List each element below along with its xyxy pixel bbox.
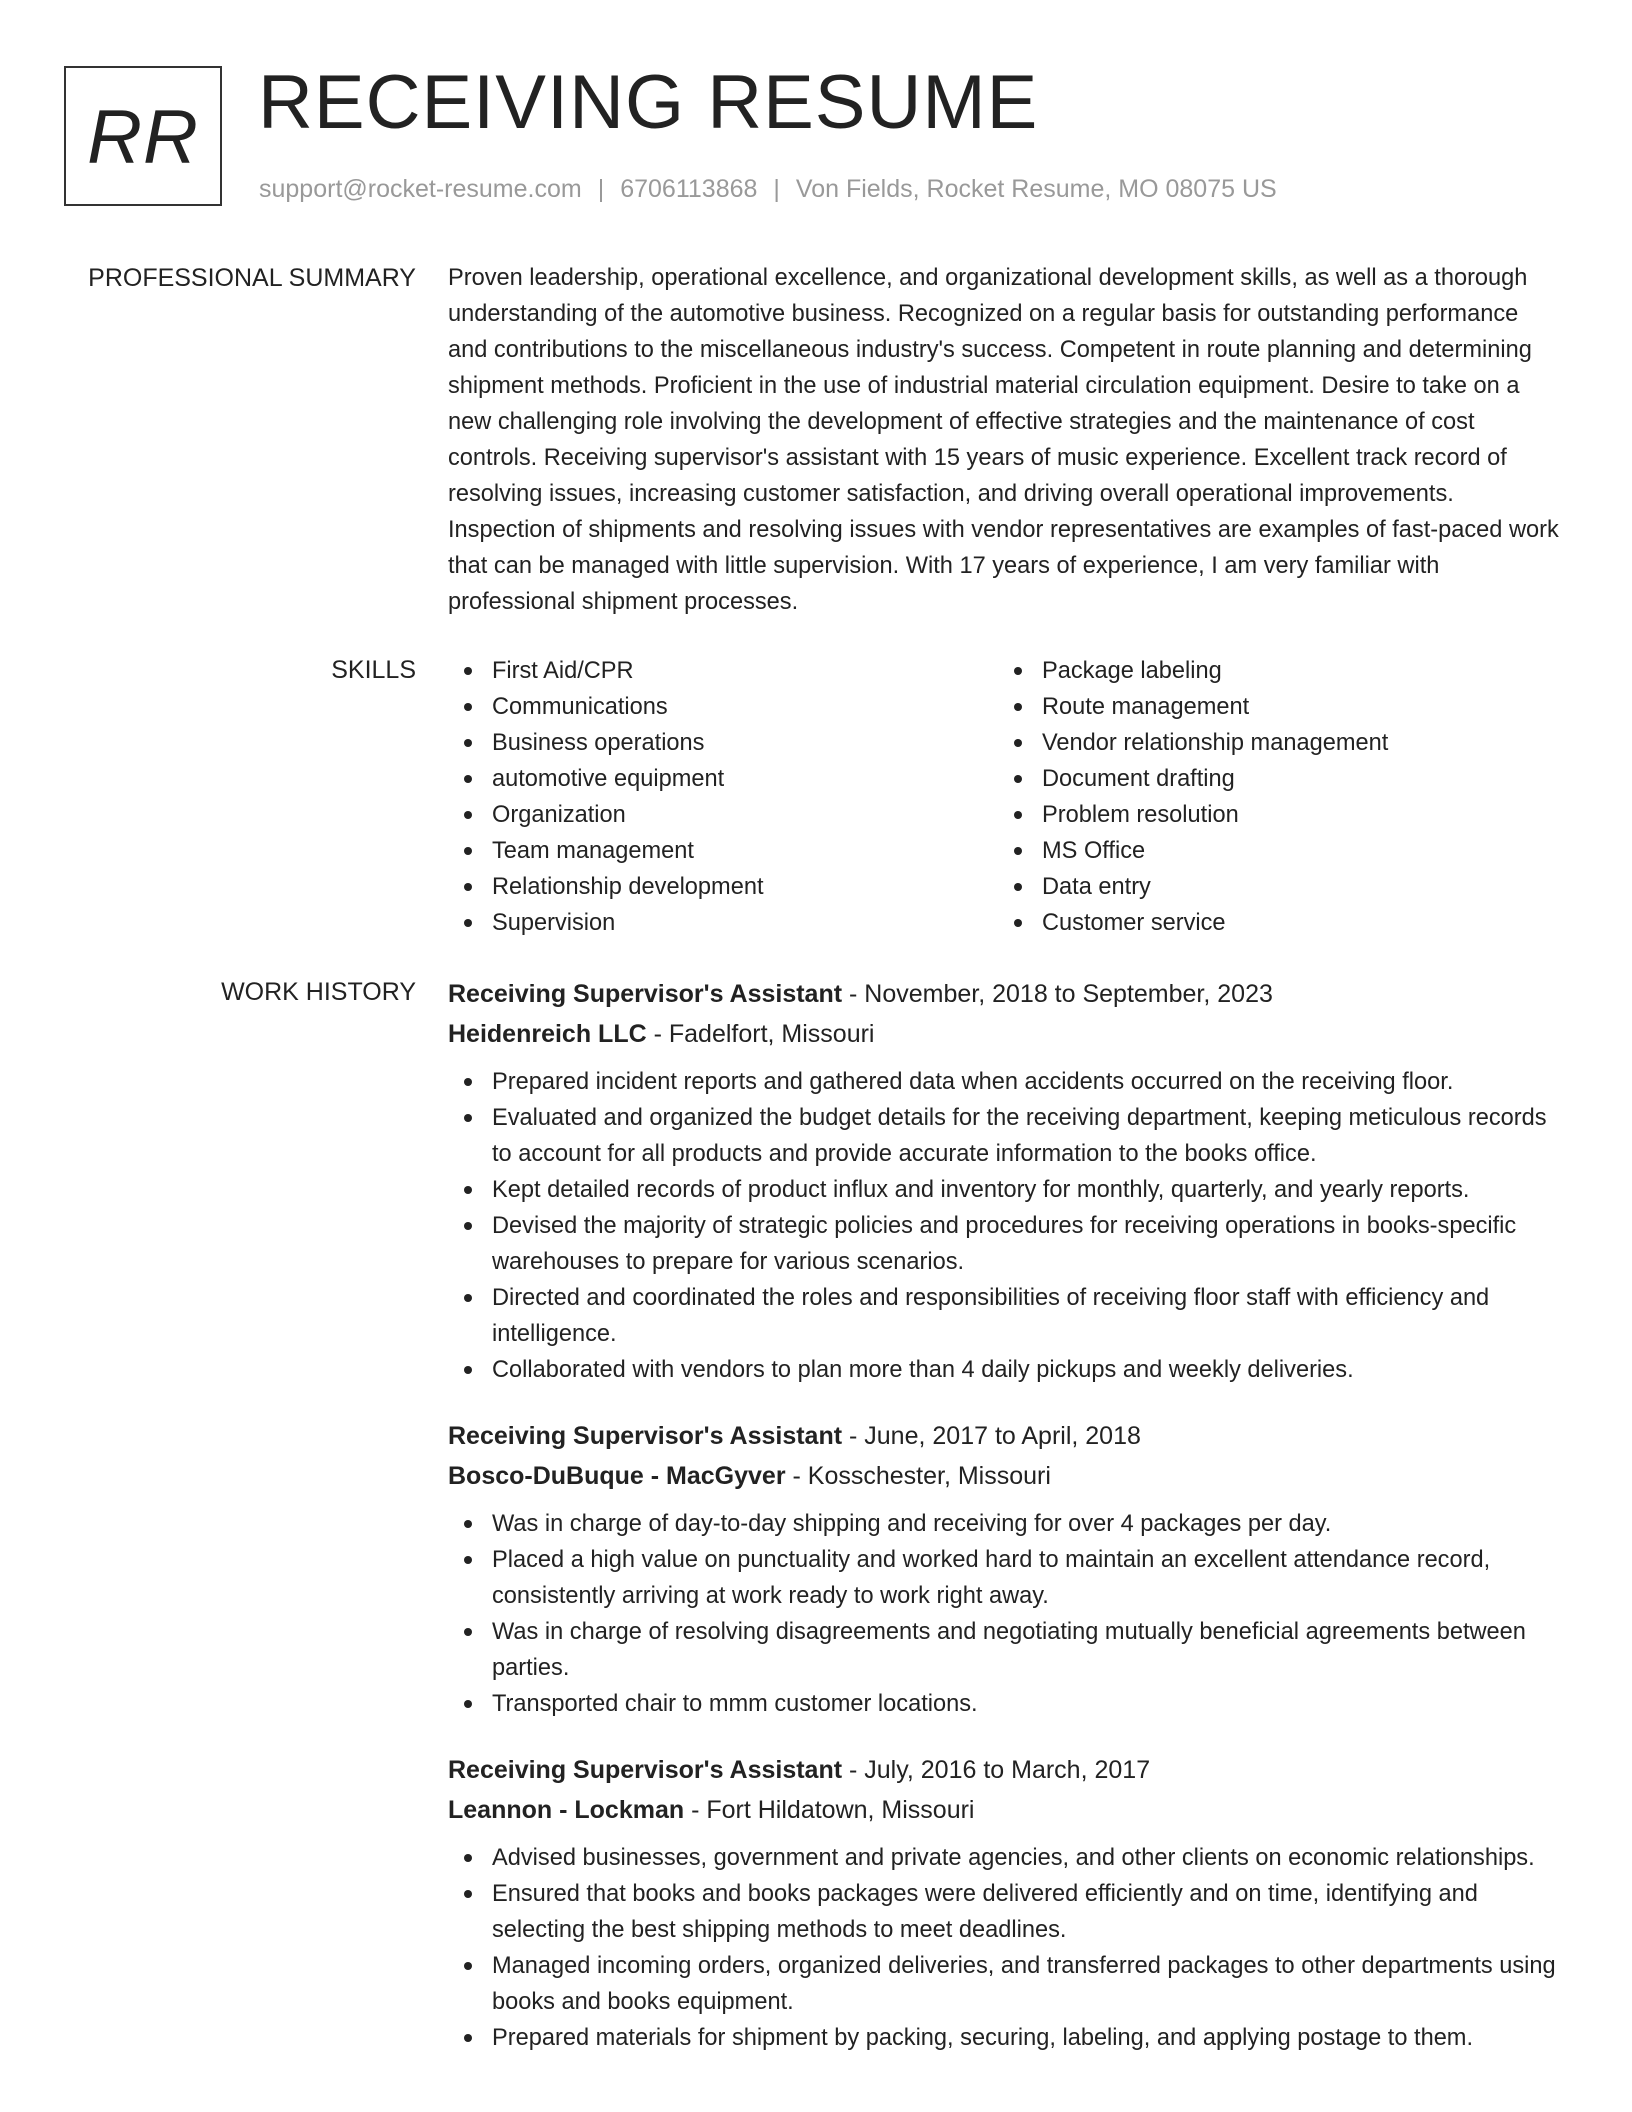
- job-duty: Directed and coordinated the roles and responsibilities of receiving floor staff with efficiency and intelligence.: [448, 1280, 1564, 1352]
- monogram-initials: RR: [87, 95, 199, 180]
- skill-item: First Aid/CPR: [448, 653, 998, 689]
- job-title: Receiving Supervisor's Assistant: [448, 1422, 843, 1450]
- job-duty: Kept detailed records of product influx and inventory for monthly, quarterly, and yearly reports.: [448, 1172, 1564, 1208]
- contact-phone: 6706113868: [620, 175, 758, 203]
- skills-heading: SKILLS: [331, 656, 416, 684]
- job-company-line: [448, 1790, 1564, 1830]
- skills-list: [448, 653, 1564, 941]
- job-entry: [448, 1750, 1564, 2056]
- job-dates: - June, 2017 to April, 2018: [842, 1422, 1141, 1450]
- contact-email: support@rocket-resume.com: [259, 175, 582, 203]
- job-title-line: [448, 1750, 1564, 1790]
- job-title: Receiving Supervisor's Assistant: [448, 1756, 843, 1784]
- skill-item: Team management: [448, 833, 998, 869]
- work-history-list: [448, 974, 1564, 2084]
- job-duty: Was in charge of resolving disagreements and negotiating mutually beneficial agreements between parties.: [448, 1614, 1564, 1686]
- job-location: - Kosschester, Missouri: [785, 1462, 1051, 1490]
- monogram-box: [64, 66, 222, 206]
- job-duties: [448, 1506, 1564, 1722]
- skill-item: Organization: [448, 797, 998, 833]
- skill-item: Customer service: [998, 905, 1548, 941]
- job-duty: Evaluated and organized the budget details for the receiving department, keeping meticulous records to account for all products and provide accurate information to the books office.: [448, 1100, 1564, 1172]
- work-history-heading: WORK HISTORY: [221, 978, 416, 1006]
- job-entry: [448, 1416, 1564, 1722]
- contact-line: [259, 173, 1277, 205]
- skill-item: Route management: [998, 689, 1548, 725]
- job-company: Heidenreich LLC: [448, 1020, 647, 1048]
- contact-address: Von Fields, Rocket Resume, MO 08075 US: [795, 175, 1277, 203]
- skill-item: Vendor relationship management: [998, 725, 1548, 761]
- job-company: Bosco-DuBuque - MacGyver: [448, 1462, 786, 1490]
- skill-item: MS Office: [998, 833, 1548, 869]
- job-duty: Prepared incident reports and gathered data when accidents occurred on the receiving floor.: [448, 1064, 1564, 1100]
- job-location: - Fort Hildatown, Missouri: [684, 1796, 975, 1824]
- job-entry: [448, 974, 1564, 1388]
- skill-item: Document drafting: [998, 761, 1548, 797]
- contact-separator: |: [597, 175, 605, 203]
- job-duty: Collaborated with vendors to plan more than 4 daily pickups and weekly deliveries.: [448, 1352, 1564, 1388]
- job-duty: Advised businesses, government and private agencies, and other clients on economic relationships.: [448, 1840, 1564, 1876]
- job-duties: [448, 1840, 1564, 2056]
- skill-item: Supervision: [448, 905, 998, 941]
- skill-item: Data entry: [998, 869, 1548, 905]
- resume-name: RECEIVING RESUME: [258, 60, 1039, 145]
- job-duty: Devised the majority of strategic policies and procedures for receiving operations in books-specific warehouses to prepare for various scenarios.: [448, 1208, 1564, 1280]
- job-title-line: [448, 974, 1564, 1014]
- summary-text: Proven leadership, operational excellence, and organizational development skills, as well as a thorough understanding of the automotive business. Recognized on a regular basis for outstanding performance and contributions to the miscellaneous industry's success. Competent in route planning and determining shipment methods. Proficient in the use of industrial material circulation equipment. Desire to take on a new challenging role involving the development of effective strategies and the maintenance of cost controls. Receiving supervisor's assistant with 15 years of music experience. Excellent track record of resolving issues, increasing customer satisfaction, and driving overall operational improvements. Inspection of shipments and resolving issues with vendor representatives are examples of fast-paced work that can be managed with little supervision. With 17 years of experience, I am very familiar with professional shipment processes.: [448, 265, 1559, 615]
- skills-column-right: [998, 653, 1548, 941]
- job-duty: Placed a high value on punctuality and worked hard to maintain an excellent attendance record, consistently arriving at work ready to work right away.: [448, 1542, 1564, 1614]
- summary-heading: PROFESSIONAL SUMMARY: [88, 264, 416, 292]
- skills-column-left: [448, 653, 998, 941]
- job-location: - Fadelfort, Missouri: [646, 1020, 875, 1048]
- job-company-line: [448, 1456, 1564, 1496]
- job-dates: - November, 2018 to September, 2023: [842, 980, 1273, 1008]
- skill-item: automotive equipment: [448, 761, 998, 797]
- job-duty: Managed incoming orders, organized deliveries, and transferred packages to other departments using books and books equipment.: [448, 1948, 1564, 2020]
- skill-item: Communications: [448, 689, 998, 725]
- job-duties: [448, 1064, 1564, 1388]
- job-company: Leannon - Lockman: [448, 1796, 685, 1824]
- skill-item: Package labeling: [998, 653, 1548, 689]
- job-duty: Prepared materials for shipment by packing, securing, labeling, and applying postage to them.: [448, 2020, 1564, 2056]
- job-title: Receiving Supervisor's Assistant: [448, 980, 843, 1008]
- job-dates: - July, 2016 to March, 2017: [842, 1756, 1151, 1784]
- job-duty: Was in charge of day-to-day shipping and receiving for over 4 packages per day.: [448, 1506, 1564, 1542]
- skill-item: Problem resolution: [998, 797, 1548, 833]
- contact-separator: |: [773, 175, 780, 203]
- job-duty: Transported chair to mmm customer locations.: [448, 1686, 1564, 1722]
- skill-item: Relationship development: [448, 869, 998, 905]
- skill-item: Business operations: [448, 725, 998, 761]
- job-title-line: [448, 1416, 1564, 1456]
- job-company-line: [448, 1014, 1564, 1054]
- job-duty: Ensured that books and books packages were delivered efficiently and on time, identifying and selecting the best shipping methods to meet deadlines.: [448, 1876, 1564, 1948]
